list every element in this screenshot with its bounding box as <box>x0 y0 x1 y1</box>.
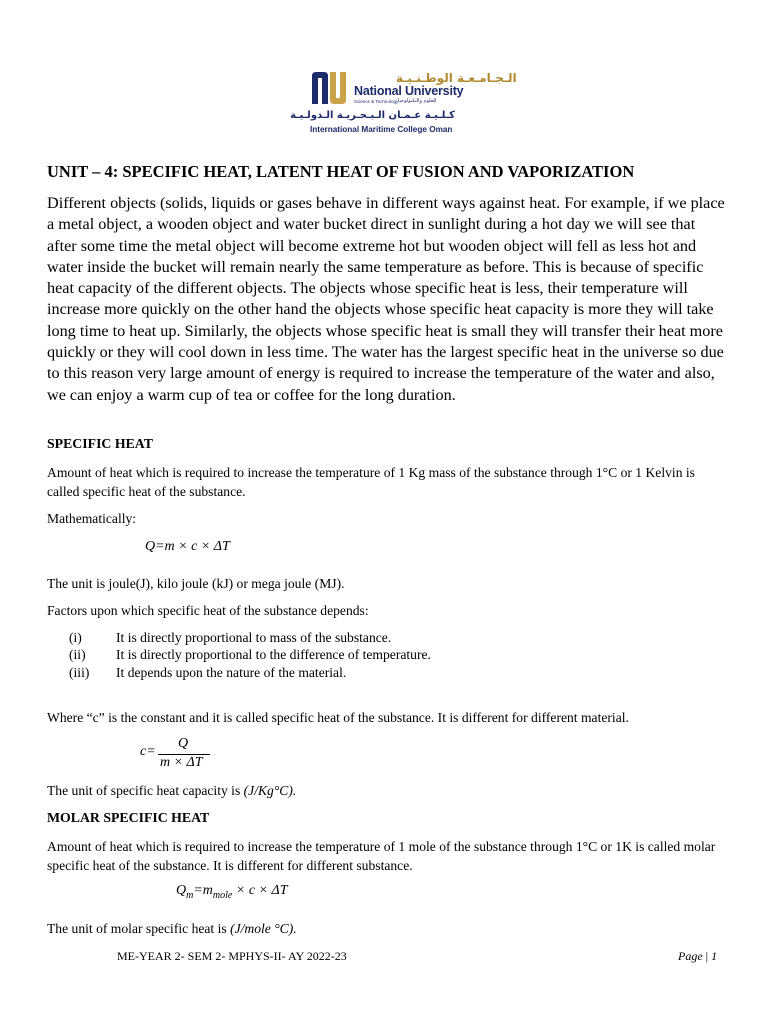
footer-page-label: Page <box>678 949 703 963</box>
specific-heat-equation: Q=m × c × ΔT <box>145 539 230 554</box>
list-item-text: It depends upon the nature of the material. <box>116 664 347 680</box>
factors-intro: Factors upon which specific heat of the substance depends: <box>47 603 369 618</box>
unit-capacity-value: (J/Kg°C). <box>243 783 297 798</box>
molar-unit-value: (J/mole °C). <box>230 921 297 936</box>
where-line: Where “c” is the constant and it is called specific heat of the substance. It is different for different material. <box>47 710 629 725</box>
page-title: UNIT – 4: SPECIFIC HEAT, LATENT HEAT OF FUSION AND VAPORIZATION <box>47 162 635 181</box>
mathematically-label: Mathematically: <box>47 511 137 526</box>
intro-paragraph: Different objects (solids, liquids or gases behave in different ways against heat. For example, if we place a metal object, a wooden object and water bucket direct in sunlight during a hot day we will see that after some time the metal object will become extreme hot but wooden object will fell as less hot and water inside the bucket will remain nearly the same temperature as before. This is because of specific heat capacity of the different objects. The objects whose specific heat is less, their temperature will increase more quickly on the other hand the objects whose specific heat capacity is more they will take long time to heat up. Similarly, the objects whose specific heat is small they will transfer their heat more quickly or they will cool down in less time. The water has the largest specific heat in the universe so due to this reason very large amount of energy is required to increase the temperature of the water and also, we can enjoy a warm cup of tea or coffee for the long duration. <box>47 194 725 404</box>
molar-eq-q: Q <box>176 883 187 898</box>
molar-eq-rest: × c × ΔT <box>232 883 288 898</box>
molar-eq-q-sub: m <box>186 889 194 901</box>
list-item-text: It is directly proportional to mass of the substance. <box>116 630 392 645</box>
logo-arabic-subtitle: للعلوم والتكنولوجيا <box>398 98 437 104</box>
fraction-numerator: Q <box>178 736 189 751</box>
footer-page <box>678 949 717 964</box>
footer-page-number: 1 <box>711 949 718 963</box>
molar-definition: Amount of heat which is required to increase the temperature of 1 mole of the substance through 1°C or 1K is called molar specific heat of the substance. It is different for different substance. <box>47 839 716 873</box>
university-logo <box>290 70 517 136</box>
logo-arabic-university: الـجـامـعـة الوطـنـيـة <box>396 71 517 85</box>
molar-equation <box>176 883 288 901</box>
footer-course: ME-YEAR 2- SEM 2- MPHYS-II- AY 2022-23 <box>117 949 347 963</box>
molar-eq-m: =m <box>193 883 213 898</box>
specific-heat-definition: Amount of heat which is required to increase the temperature of 1 Kg mass of the substance through 1°C or 1 Kelvin is called specific heat of the substance. <box>47 465 695 499</box>
unit-line: The unit is joule(J), kilo joule (kJ) or mega joule (MJ). <box>47 576 345 591</box>
logo-arabic-college: كـلـيـة عـمـان الـبـحـريـة الـدولـيـة <box>290 110 455 121</box>
fraction-denominator: m × ΔT <box>160 755 203 770</box>
nu-emblem-icon <box>310 70 350 106</box>
fraction-lhs: c= <box>140 744 156 759</box>
molar-unit-prefix: The unit of molar specific heat is <box>47 921 231 936</box>
logo-college-name: International Maritime College Oman <box>310 125 453 134</box>
list-item-number: (iii) <box>69 664 90 680</box>
unit-capacity-prefix: The unit of specific heat capacity is <box>47 783 244 798</box>
logo-subtitle: Science & Technology <box>354 99 399 104</box>
logo-university-name: National University <box>354 84 464 98</box>
specific-heat-heading: SPECIFIC HEAT <box>47 436 153 451</box>
molar-unit-line <box>47 921 297 937</box>
molar-eq-m-sub: mole <box>212 889 233 901</box>
list-item-number: (ii) <box>69 647 86 663</box>
list-item-number: (i) <box>69 630 82 645</box>
molar-heading: MOLAR SPECIFIC HEAT <box>47 810 210 825</box>
list-item-text: It is directly proportional to the difference of temperature. <box>116 647 431 663</box>
unit-capacity-line <box>47 783 296 799</box>
footer-separator: | <box>702 949 712 963</box>
